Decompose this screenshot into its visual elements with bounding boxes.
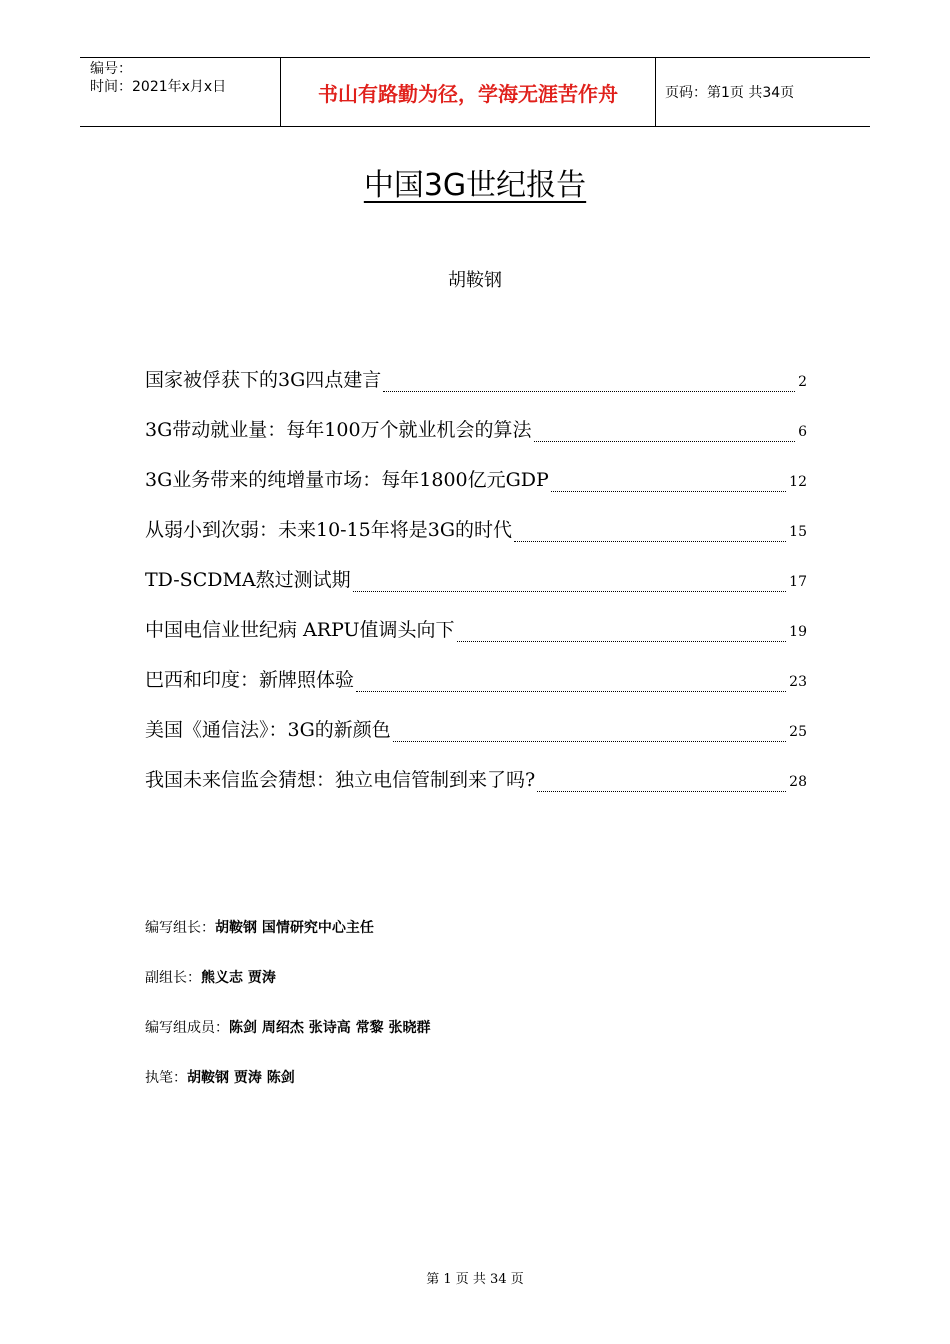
header-motto: 书山有路勤为径，学海无涯苦作舟 <box>280 58 656 126</box>
author-name: 胡鞍钢 <box>448 270 502 291</box>
toc-item-title: TD-SCDMA熬过测试期 <box>145 569 351 591</box>
toc-leader-dots <box>383 390 795 392</box>
toc-item[interactable] <box>145 465 807 515</box>
header-page-info: 页码：第1页 共34页 <box>665 85 795 101</box>
header-meta <box>90 60 226 96</box>
toc-item[interactable] <box>145 515 807 565</box>
credit-label: 编写组长： <box>145 920 215 936</box>
toc-item[interactable] <box>145 665 807 715</box>
toc-item-page: 17 <box>789 574 807 590</box>
toc-leader-dots <box>356 690 786 692</box>
time-label: 时间：2021年x月x日 <box>90 79 227 95</box>
toc-item-title: 3G业务带来的纯增量市场：每年1800亿元GDP <box>145 469 549 491</box>
toc-item-title: 中国电信业世纪病 ARPU值调头向下 <box>145 619 455 641</box>
page-footer: 第 1 页 共 34 页 <box>426 1272 524 1287</box>
toc-item-title: 从弱小到次弱：未来10-15年将是3G的时代 <box>145 519 513 541</box>
credit-value: 熊义志 贾涛 <box>201 970 276 986</box>
toc-item-page: 2 <box>798 374 807 390</box>
toc-leader-dots <box>353 590 787 592</box>
toc-item[interactable] <box>145 565 807 615</box>
credit-value: 胡鞍钢 贾涛 陈剑 <box>187 1070 295 1086</box>
credit-value: 胡鞍钢 国情研究中心主任 <box>215 920 374 936</box>
toc-item-title: 美国《通信法》：3G的新颜色 <box>145 719 391 741</box>
credit-row <box>145 902 431 952</box>
toc-item-page: 25 <box>789 724 807 740</box>
credit-row <box>145 952 431 1002</box>
toc-item-page: 6 <box>798 424 807 440</box>
toc-item-page: 19 <box>789 624 807 640</box>
toc-item-page: 28 <box>789 774 807 790</box>
document-title <box>0 160 950 204</box>
credit-label: 执笔： <box>145 1070 187 1086</box>
credit-value: 陈剑 周绍杰 张诗高 常黎 张晓群 <box>229 1020 431 1036</box>
toc-item[interactable] <box>145 415 807 465</box>
toc-item[interactable] <box>145 715 807 765</box>
toc-item-page: 23 <box>789 674 807 690</box>
credit-row <box>145 1002 431 1052</box>
credit-row <box>145 1052 431 1102</box>
toc-item-title: 我国未来信监会猜想：独立电信管制到来了吗? <box>145 769 536 791</box>
toc-item[interactable] <box>145 365 807 415</box>
toc-item-title: 巴西和印度：新牌照体验 <box>145 669 355 691</box>
toc-leader-dots <box>534 440 796 442</box>
document-title-text: 中国3G世纪报告 <box>363 168 587 203</box>
toc-item-title: 国家被俘获下的3G四点建言 <box>145 369 382 391</box>
number-label: 编号： <box>90 61 132 77</box>
toc-leader-dots <box>514 540 786 542</box>
toc-item-page: 15 <box>789 524 807 540</box>
credit-label: 副组长： <box>145 970 201 986</box>
credit-label: 编写组成员： <box>145 1020 229 1036</box>
document-header <box>80 57 870 127</box>
toc-leader-dots <box>537 790 786 792</box>
toc-leader-dots <box>393 740 786 742</box>
toc-item[interactable] <box>145 615 807 665</box>
table-of-contents <box>145 365 807 815</box>
toc-leader-dots <box>551 490 786 492</box>
toc-item[interactable] <box>145 765 807 815</box>
credits-section <box>145 902 431 1102</box>
toc-leader-dots <box>457 640 787 642</box>
toc-item-page: 12 <box>789 474 807 490</box>
toc-item-title: 3G带动就业量：每年100万个就业机会的算法 <box>145 419 532 441</box>
